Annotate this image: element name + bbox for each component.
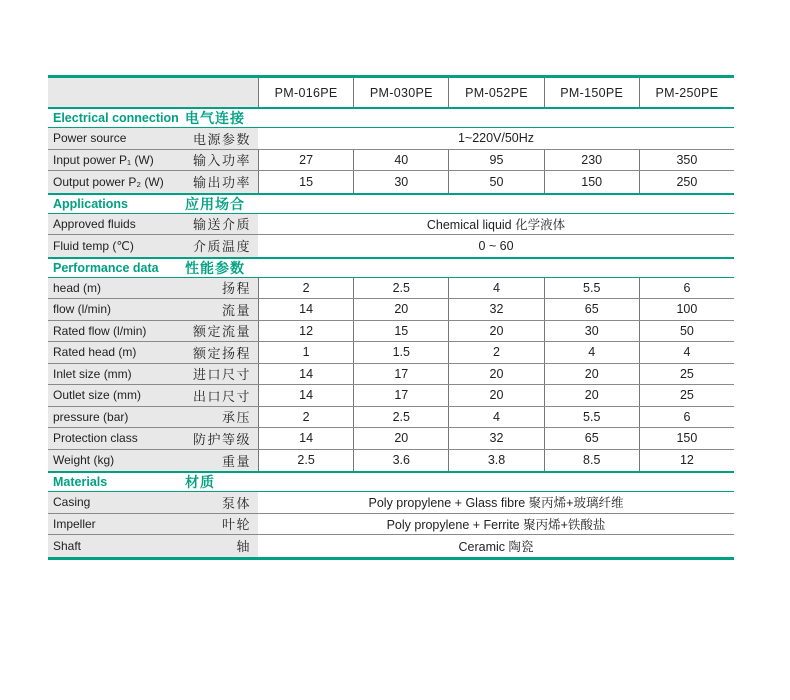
row-label-zh: 叶轮: [185, 514, 258, 535]
value-cell: 2.5: [353, 278, 448, 299]
row-label-en: Shaft: [48, 535, 185, 557]
section-rows: [48, 214, 734, 257]
spec-table: [48, 75, 734, 560]
column-header: PM-150PE: [544, 78, 639, 107]
table-row: [48, 450, 734, 472]
value-cell: 6: [639, 278, 734, 299]
value-cell: 14: [258, 385, 353, 406]
row-label-zh: 流量: [185, 299, 258, 320]
section-rows: [48, 128, 734, 193]
table-row: [48, 407, 734, 429]
value-cell: 4: [544, 342, 639, 363]
value-cell: 350: [639, 150, 734, 171]
value-cell: 14: [258, 299, 353, 320]
row-label-en: Input power P₁ (W): [48, 150, 185, 171]
table-row: [48, 299, 734, 321]
row-label-zh: 额定扬程: [185, 342, 258, 363]
row-label-en: Protection class: [48, 428, 185, 449]
value-cell: 2.5: [353, 407, 448, 428]
value-cell: 250: [639, 171, 734, 193]
value-cell: 20: [448, 385, 543, 406]
value-cell: 25: [639, 364, 734, 385]
value-cell: 17: [353, 385, 448, 406]
column-header: PM-016PE: [258, 78, 353, 107]
value-cell: 12: [639, 450, 734, 472]
row-label-zh: 进口尺寸: [185, 364, 258, 385]
span-value-cell: Chemical liquid 化学液体: [426, 217, 566, 232]
row-label-zh: 扬程: [185, 278, 258, 299]
table-row: [48, 214, 734, 236]
span-value-cell: Ceramic 陶瓷: [458, 539, 534, 554]
section-title-zh: 性能参数: [185, 259, 245, 276]
value-cell: 2: [258, 407, 353, 428]
section-title-en: Materials: [53, 475, 108, 489]
row-label-en: pressure (bar): [48, 407, 185, 428]
value-cell: 14: [258, 364, 353, 385]
value-cell: 20: [353, 299, 448, 320]
value-cell: 1: [258, 342, 353, 363]
row-label-zh: 输送介质: [185, 214, 258, 235]
value-cell: 6: [639, 407, 734, 428]
value-cell: 50: [448, 171, 543, 193]
value-cell: 150: [544, 171, 639, 193]
value-cell: 2.5: [258, 450, 353, 472]
column-header: PM-030PE: [353, 78, 448, 107]
model-header-row: [48, 78, 734, 107]
section-title-en: Applications: [53, 196, 129, 211]
row-label-zh: 防护等级: [185, 428, 258, 449]
value-cell: 2: [448, 342, 543, 363]
value-cell: 32: [448, 428, 543, 449]
section-title-en: Performance data: [53, 260, 159, 275]
value-cell: 12: [258, 321, 353, 342]
column-header: PM-052PE: [448, 78, 543, 107]
value-cell: 20: [544, 364, 639, 385]
value-cell: 65: [544, 428, 639, 449]
row-label-en: Outlet size (mm): [48, 385, 185, 406]
table-row: [48, 235, 734, 257]
table-row: [48, 492, 734, 514]
value-cell: 150: [639, 428, 734, 449]
section-title-row: [48, 471, 734, 492]
table-row: [48, 150, 734, 172]
row-label-en: Rated head (m): [48, 342, 185, 363]
value-cell: 17: [353, 364, 448, 385]
table-row: [48, 342, 734, 364]
table-row: [48, 428, 734, 450]
row-label-en: Rated flow (l/min): [48, 321, 185, 342]
value-cell: 14: [258, 428, 353, 449]
row-label-en: Impeller: [48, 514, 185, 535]
value-cell: 20: [544, 385, 639, 406]
value-cell: 20: [448, 321, 543, 342]
value-cell: 27: [258, 150, 353, 171]
table-row: [48, 128, 734, 150]
row-label-en: Casing: [48, 492, 185, 513]
row-label-en: head (m): [48, 278, 185, 299]
row-label-zh: 介质温度: [185, 235, 258, 257]
section-title-zh: 应用场合: [185, 195, 245, 212]
span-value-cell: 1~220V/50Hz: [457, 131, 535, 146]
value-cell: 65: [544, 299, 639, 320]
table-row: [48, 364, 734, 386]
value-cell: 3.6: [353, 450, 448, 472]
row-label-zh: 承压: [185, 407, 258, 428]
row-label-en: Weight (kg): [48, 450, 185, 472]
table-row: [48, 385, 734, 407]
table-row: [48, 278, 734, 300]
header-label-spacer: [48, 78, 258, 107]
value-cell: 5.5: [544, 278, 639, 299]
value-cell: 4: [639, 342, 734, 363]
row-label-en: Approved fluids: [48, 214, 185, 235]
section-title-row: [48, 107, 734, 128]
table-row: [48, 171, 734, 193]
section-title-zh: 材质: [185, 474, 215, 490]
value-cell: 8.5: [544, 450, 639, 472]
row-label-en: Inlet size (mm): [48, 364, 185, 385]
row-label-zh: 额定流量: [185, 321, 258, 342]
value-cell: 30: [544, 321, 639, 342]
row-label-en: Output power P₂ (W): [48, 171, 185, 193]
value-cell: 30: [353, 171, 448, 193]
table-row: [48, 535, 734, 557]
section-title-row: [48, 257, 734, 278]
section-title-row: [48, 193, 734, 214]
row-label-en: flow (l/min): [48, 299, 185, 320]
row-label-zh: 电源参数: [185, 128, 258, 149]
value-cell: 1.5: [353, 342, 448, 363]
section-rows: [48, 278, 734, 472]
table-sections: [48, 107, 734, 557]
row-label-zh: 轴: [185, 535, 258, 557]
table-row: [48, 514, 734, 536]
value-cell: 15: [353, 321, 448, 342]
value-cell: 4: [448, 407, 543, 428]
row-label-zh: 重量: [185, 450, 258, 472]
value-cell: 40: [353, 150, 448, 171]
span-value-cell: Poly propylene + Glass fibre 聚丙烯+玻璃纤维: [368, 496, 624, 511]
value-cell: 95: [448, 150, 543, 171]
value-cell: 100: [639, 299, 734, 320]
value-cell: 5.5: [544, 407, 639, 428]
table-row: [48, 321, 734, 343]
row-label-zh: 泵体: [185, 492, 258, 513]
section-title-zh: 电气连接: [185, 110, 245, 126]
row-label-en: Fluid temp (℃): [48, 235, 185, 257]
value-cell: 3.8: [448, 450, 543, 472]
row-label-zh: 输入功率: [185, 150, 258, 171]
section-title-en: Electrical connection: [53, 111, 179, 125]
value-cell: 50: [639, 321, 734, 342]
value-cell: 20: [448, 364, 543, 385]
section-rows: [48, 492, 734, 557]
value-cell: 4: [448, 278, 543, 299]
span-value-cell: 0 ~ 60: [478, 238, 514, 253]
value-cell: 20: [353, 428, 448, 449]
span-value-cell: Poly propylene + Ferrite 聚丙烯+铁酸盐: [386, 517, 606, 532]
value-cell: 15: [258, 171, 353, 193]
value-cell: 230: [544, 150, 639, 171]
value-cell: 2: [258, 278, 353, 299]
value-cell: 25: [639, 385, 734, 406]
column-header: PM-250PE: [639, 78, 734, 107]
value-cell: 32: [448, 299, 543, 320]
row-label-en: Power source: [48, 128, 185, 149]
row-label-zh: 输出功率: [185, 171, 258, 193]
row-label-zh: 出口尺寸: [185, 385, 258, 406]
